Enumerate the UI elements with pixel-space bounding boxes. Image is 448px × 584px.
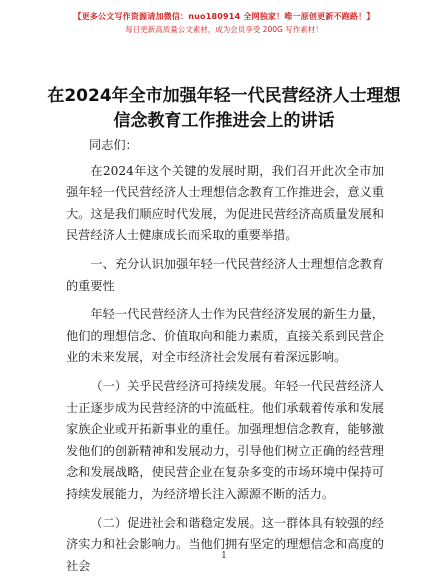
promo-banner: [0, 10, 448, 36]
document-title: [0, 84, 448, 134]
title-line-1: 在2024年全市加强年轻一代民营经济人士理想: [47, 86, 401, 106]
page-number: 1: [221, 551, 227, 561]
salutation: 同志们：: [89, 138, 138, 152]
title-line-2: 信念教育工作推进会上的讲话: [113, 111, 335, 131]
paragraph-point-1: （一）关乎民营经济可持续发展。年轻一代民营经济人士正逐步成为民营经济的中流砥柱。他们承载着传承和发展家族企业或开拓新事业的重任。加强理想信念教育，能够激发他们的创新精神和发展动力，引导他们树立正确的经营理念和发展战略，使民营企业在复杂多变的市场环境中保持可持续发展能力，为经济增长注入源源不断的活力。: [66, 378, 384, 501]
promo-banner-line2: 每日更新高质量公文素材，成为会员享受 200G 写作素材！: [125, 25, 323, 34]
paragraph-point-2: （二）促进社会和谐稳定发展。这一群体具有较强的经济实力和社会影响力。当他们拥有坚定的理想信念和高度的社会: [66, 515, 384, 573]
promo-banner-line1: 【更多公文写作资源请加微信：nuo180914 全网独家！唯一原创更新不跑路！】: [73, 12, 375, 21]
section-heading-1: 一、充分认识加强年轻一代民营经济人士理想信念教育的重要性: [66, 256, 384, 293]
paragraph-section-1-intro: 年轻一代民营经济人士作为民营经济发展的新生力量，他们的理想信念、价值取向和能力素质，直接关系到民营企业的未来发展，对全市经济社会发展有着深远影响。: [66, 307, 384, 365]
paragraph-intro: 在2024年这个关键的发展时期，我们召开此次全市加强年轻一代民营经济人士理想信念教育工作推进会，意义重大。这是我们顺应时代发展，为促进民营经济高质量发展和民营经济人士健康成长而采取的重要举措。: [66, 163, 384, 243]
document-body: [66, 135, 384, 584]
